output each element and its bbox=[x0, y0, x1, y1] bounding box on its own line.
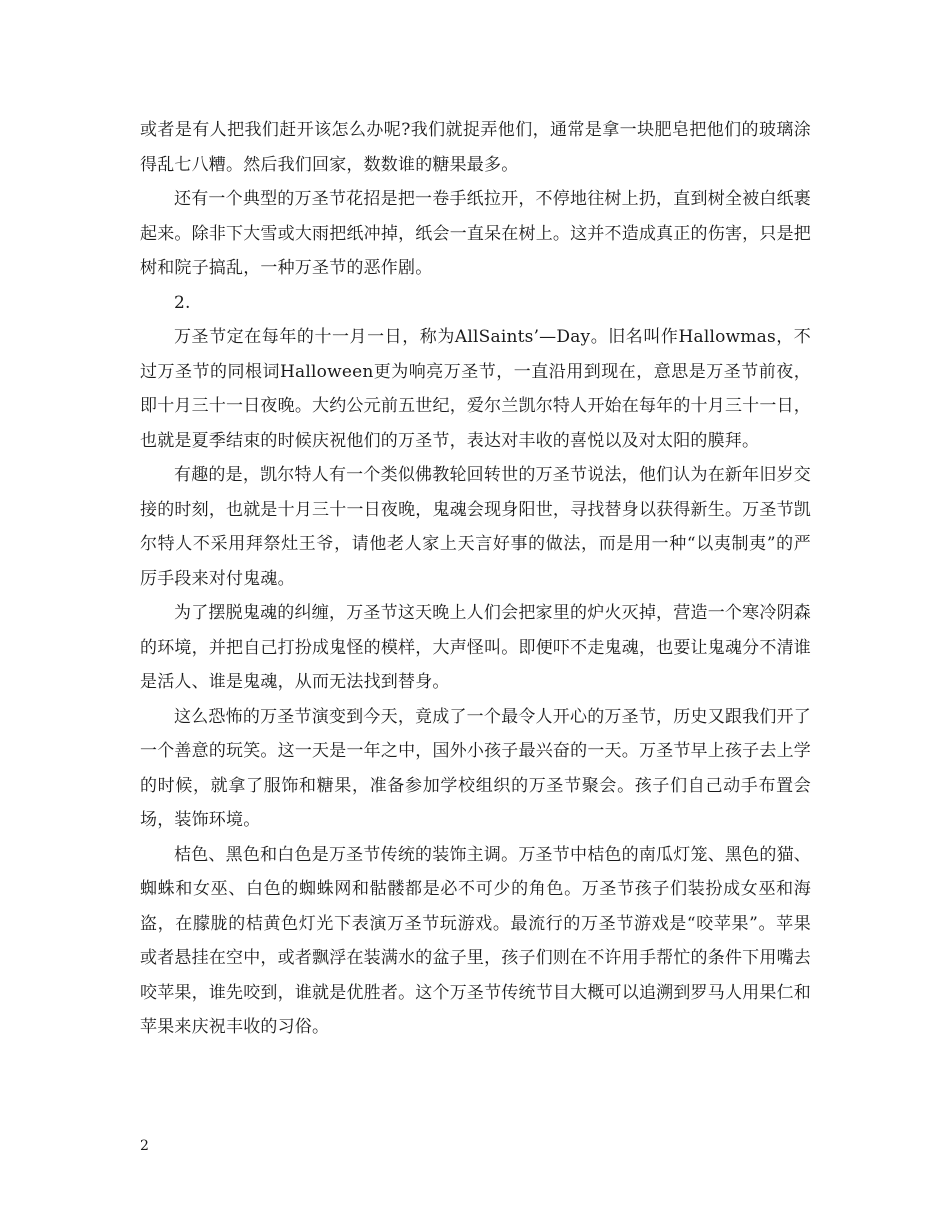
paragraph-all-saints-day: 万圣节定在每年的十一月一日，称为AllSaints’—Day。旧名叫作Hallowmas，不过万圣节的同根词Halloween更为响亮万圣节，一直沿用到现在，意思是万圣节前夜，即十月三十一日夜晚。大约公元前五世纪，爱尔兰凯尔特人开始在每年的十月三十一日，也就是夏季结束的时候庆祝他们的万圣节，表达对丰收的喜悦以及对太阳的膜拜。 bbox=[140, 327, 811, 451]
paragraph-continuation: 或者是有人把我们赶开该怎么办呢?我们就捉弄他们，通常是拿一块肥皂把他们的玻璃涂得乱七八糟。然后我们回家，数数谁的糖果最多。 bbox=[140, 120, 811, 175]
paragraph-modern-halloween: 这么恐怖的万圣节演变到今天，竟成了一个最令人开心的万圣节，历史又跟我们开了一个善意的玩笑。这一天是一年之中，国外小孩子最兴奋的一天。万圣节早上孩子去上学的时候，就拿了服饰和糖果，准备参加学校组织的万圣节聚会。孩子们自己动手布置会场，装饰环境。 bbox=[140, 706, 811, 830]
page-number: 2 bbox=[140, 1138, 149, 1154]
paragraph-toilet-paper-prank: 还有一个典型的万圣节花招是把一卷手纸拉开，不停地往树上扔，直到树全被白纸裹起来。除非下大雪或大雨把纸冲掉，纸会一直呆在树上。这并不造成真正的伤害，只是把树和院子搞乱，一种万圣节的恶作剧。 bbox=[140, 189, 811, 278]
paragraph-celtic-belief: 有趣的是，凯尔特人有一个类似佛教轮回转世的万圣节说法，他们认为在新年旧岁交接的时刻，也就是十月三十一日夜晚，鬼魂会现身阳世，寻找替身以获得新生。万圣节凯尔特人不采用拜祭灶王爷，请他老人家上天言好事的做法，而是用一种“以夷制夷”的严厉手段来对付鬼魂。 bbox=[140, 465, 811, 589]
paragraph-decoration-colors: 桔色、黑色和白色是万圣节传统的装饰主调。万圣节中桔色的南瓜灯笼、黑色的猫、蜘蛛和女巫、白色的蜘蛛网和骷髅都是必不可少的角色。万圣节孩子们装扮成女巫和海盗，在朦胧的桔黄色灯光下表演万圣节玩游戏。最流行的万圣节游戏是“咬苹果”。苹果或者悬挂在空中，或者飘浮在装满水的盆子里，孩子们则在不许用手帮忙的条件下用嘴去咬苹果，谁先咬到，谁就是优胜者。这个万圣节传统节目大概可以追溯到罗马人用果仁和苹果来庆祝丰收的习俗。 bbox=[140, 844, 811, 1037]
section-number: 2. bbox=[174, 292, 191, 313]
paragraph-escape-ghosts: 为了摆脱鬼魂的纠缠，万圣节这天晚上人们会把家里的炉火灭掉，营造一个寒冷阴森的环境，并把自己打扮成鬼怪的模样，大声怪叫。即便吓不走鬼魂，也要让鬼魂分不清谁是活人、谁是鬼魂，从而无法找到替身。 bbox=[140, 603, 811, 692]
page-body bbox=[140, 113, 811, 1045]
